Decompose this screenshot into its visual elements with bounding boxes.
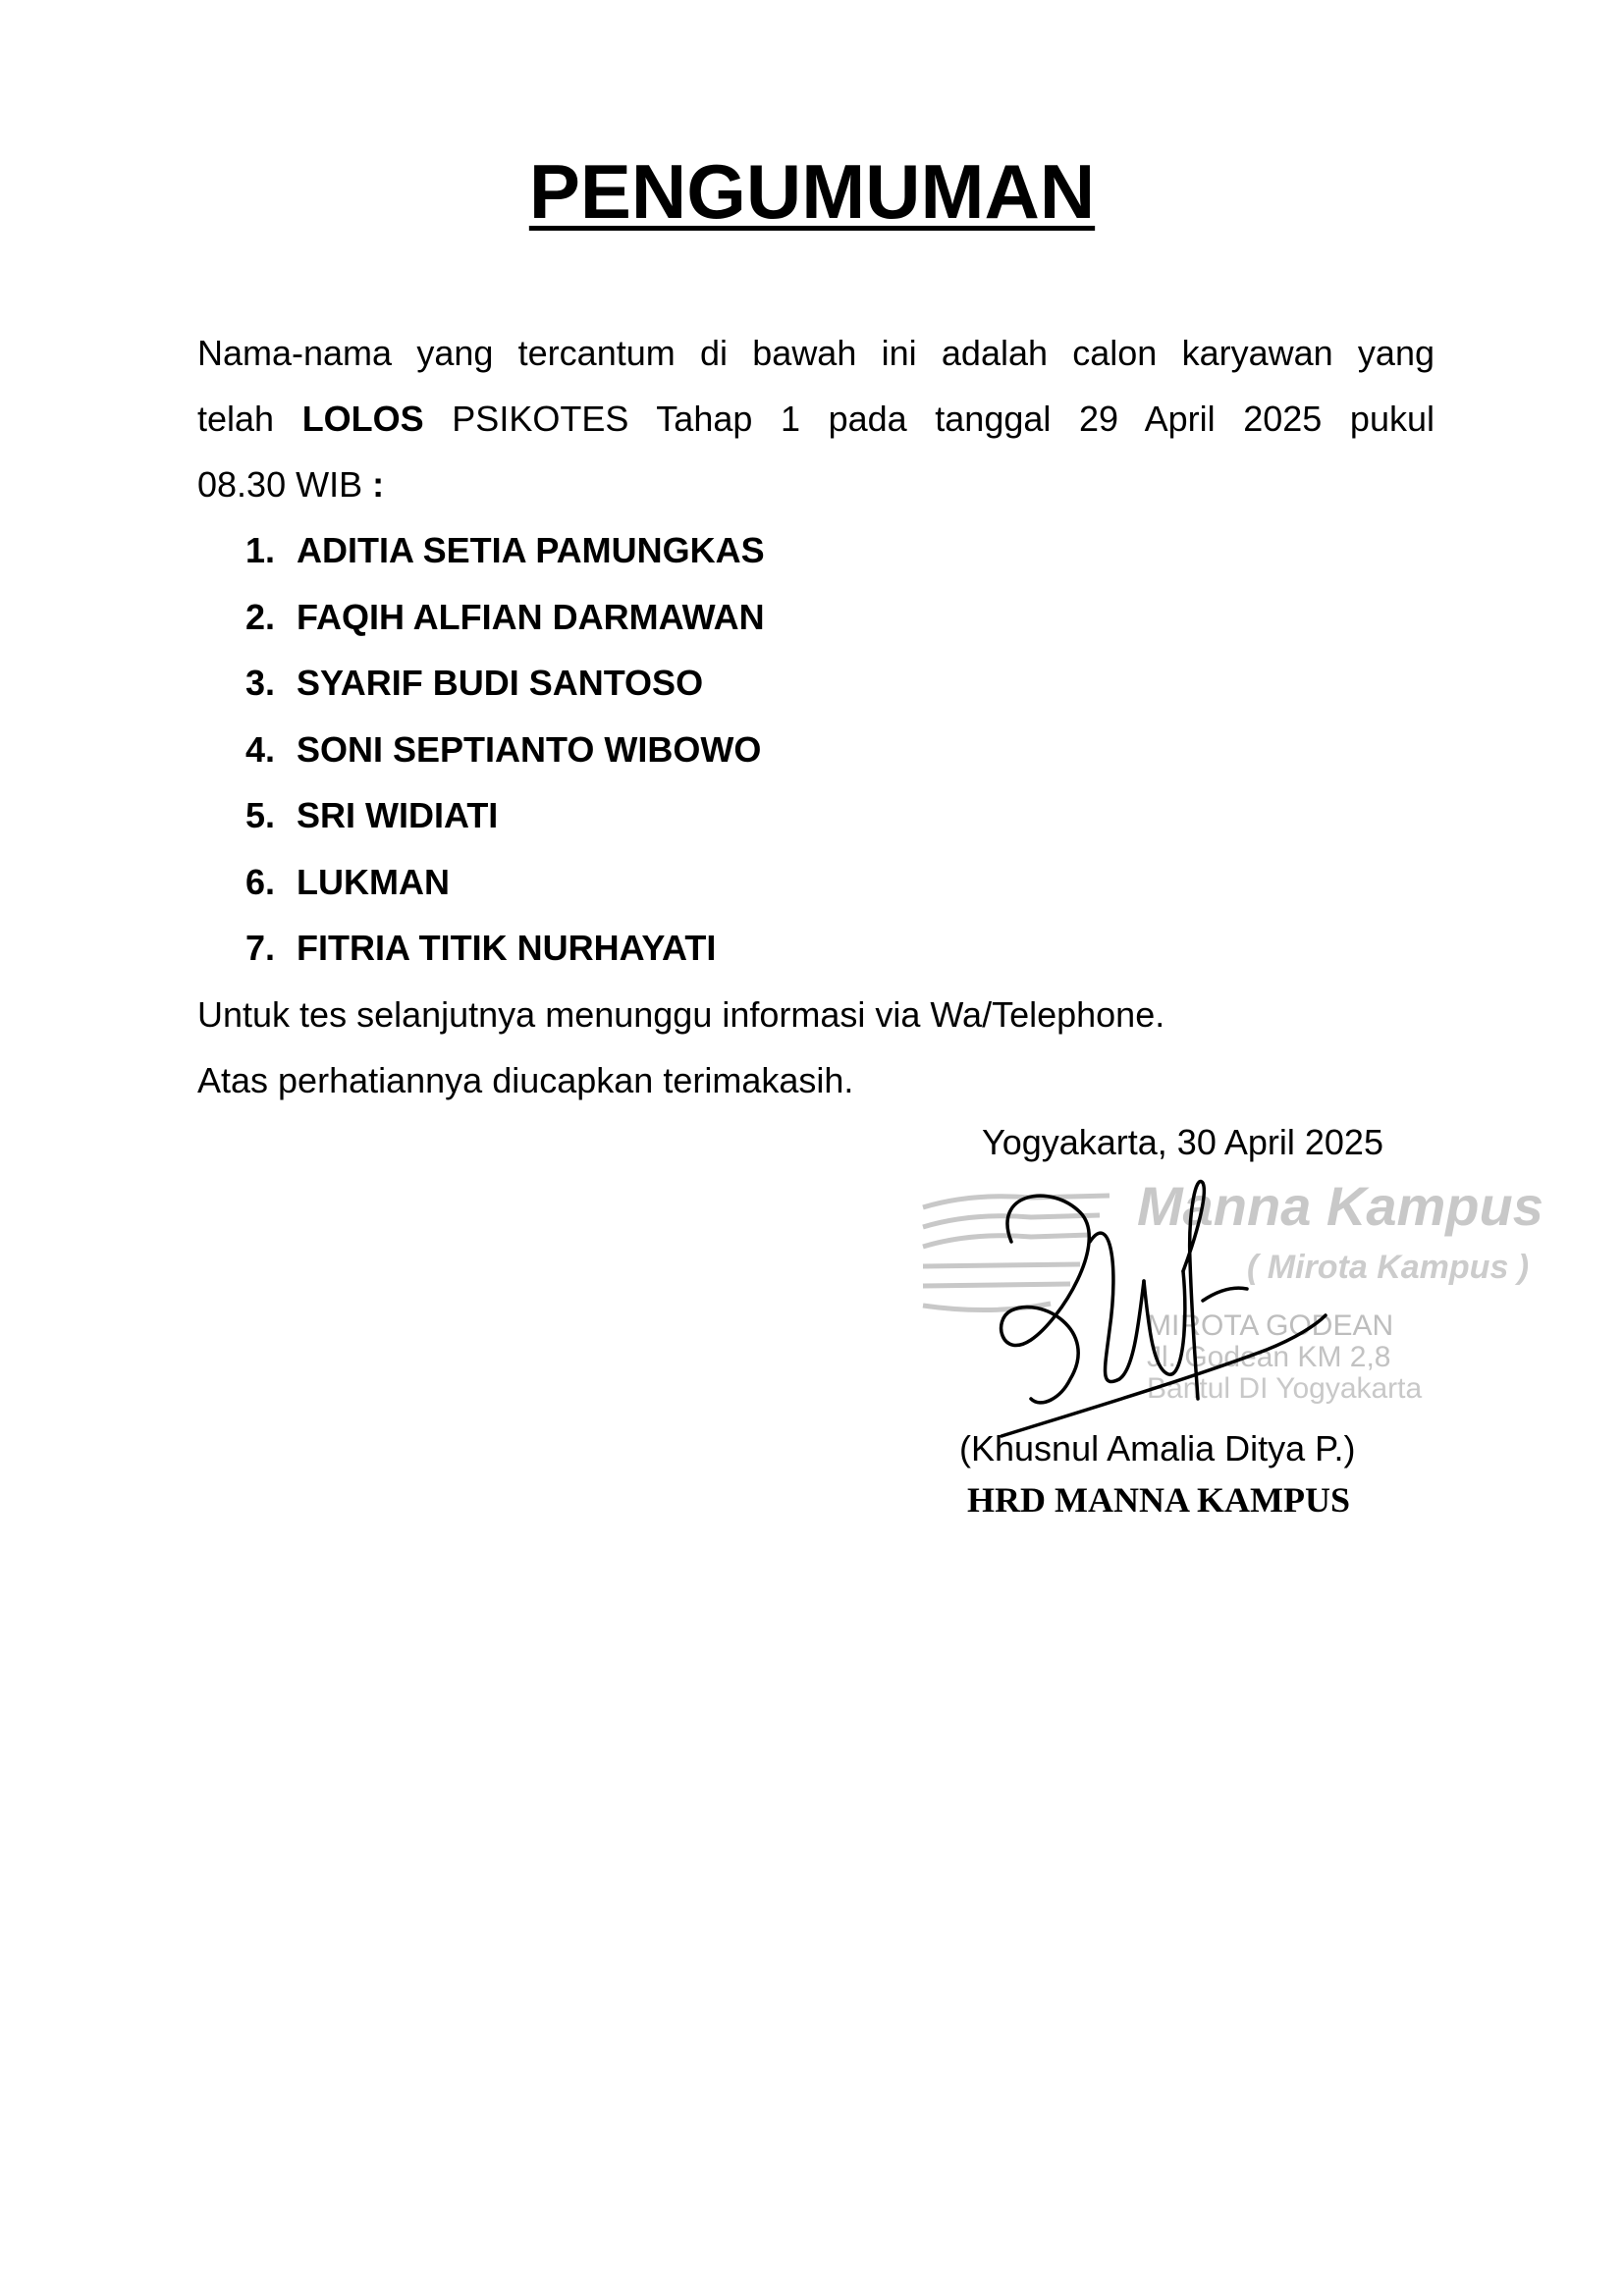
- handwritten-signature: [972, 1173, 1434, 1438]
- list-item-number: 6.: [245, 861, 276, 902]
- signer-name: (Khusnul Amalia Ditya P.): [959, 1428, 1356, 1468]
- list-item: [245, 849, 765, 916]
- list-item-name: LUKMAN: [297, 861, 450, 902]
- intro-line-2: [197, 386, 1435, 452]
- list-item-number: 4.: [245, 728, 276, 770]
- intro-colon: :: [372, 464, 385, 505]
- stamp-brand: Manna Kampus: [1137, 1175, 1543, 1237]
- intro-line-2-suffix: PSIKOTES Tahap 1 pada tanggal 29 April 2025 pukul: [452, 399, 1435, 439]
- stamp-line-1: MIROTA GODEAN: [1147, 1309, 1394, 1342]
- list-item: [245, 517, 765, 584]
- stamp-sub: ( Mirota Kampus ): [1247, 1249, 1530, 1286]
- page-title: [0, 147, 1624, 236]
- list-item-number: 2.: [245, 596, 276, 637]
- intro-line-1: Nama-nama yang tercantum di bawah ini adalah calon karyawan yang: [197, 333, 1435, 373]
- list-item: [245, 584, 765, 651]
- city-date: Yogyakarta, 30 April 2025: [982, 1122, 1383, 1162]
- stamp-line-2: Jl. Godean KM 2,8: [1147, 1341, 1391, 1373]
- list-item-name: SONI SEPTIANTO WIBOWO: [297, 728, 762, 770]
- intro-line-3: [197, 452, 1435, 517]
- page-title-text: PENGUMUMAN: [528, 148, 1096, 235]
- intro-time: 08.30 WIB: [197, 464, 363, 505]
- stamp-line-3: Bantul DI Yogyakarta: [1147, 1372, 1423, 1405]
- list-item: [245, 782, 765, 849]
- list-item-number: 7.: [245, 928, 276, 968]
- list-item-name: SYARIF BUDI SANTOSO: [297, 663, 704, 703]
- next-test-info: Untuk tes selanjutnya menunggu informasi via Wa/Telephone.: [197, 994, 1165, 1035]
- list-item-number: 3.: [245, 663, 276, 703]
- intro-line-2-prefix: telah: [197, 399, 275, 439]
- list-item-name: ADITIA SETIA PAMUNGKAS: [297, 530, 765, 570]
- list-item: [245, 717, 765, 783]
- signer-position: HRD MANNA KAMPUS: [967, 1480, 1350, 1520]
- list-item: [245, 650, 765, 717]
- intro-paragraph: [197, 320, 1435, 517]
- thanks-text: Atas perhatiannya diucapkan terimakasih.: [197, 1060, 854, 1100]
- list-item-number: 5.: [245, 795, 276, 835]
- list-item-name: SRI WIDIATI: [297, 795, 499, 835]
- list-item: [245, 915, 765, 982]
- list-item-name: FAQIH ALFIAN DARMAWAN: [297, 596, 765, 637]
- list-item-name: FITRIA TITIK NURHAYATI: [297, 928, 717, 968]
- passed-candidates-list: [245, 517, 765, 982]
- lolos-emphasis: LOLOS: [301, 399, 424, 439]
- list-item-number: 1.: [245, 530, 276, 570]
